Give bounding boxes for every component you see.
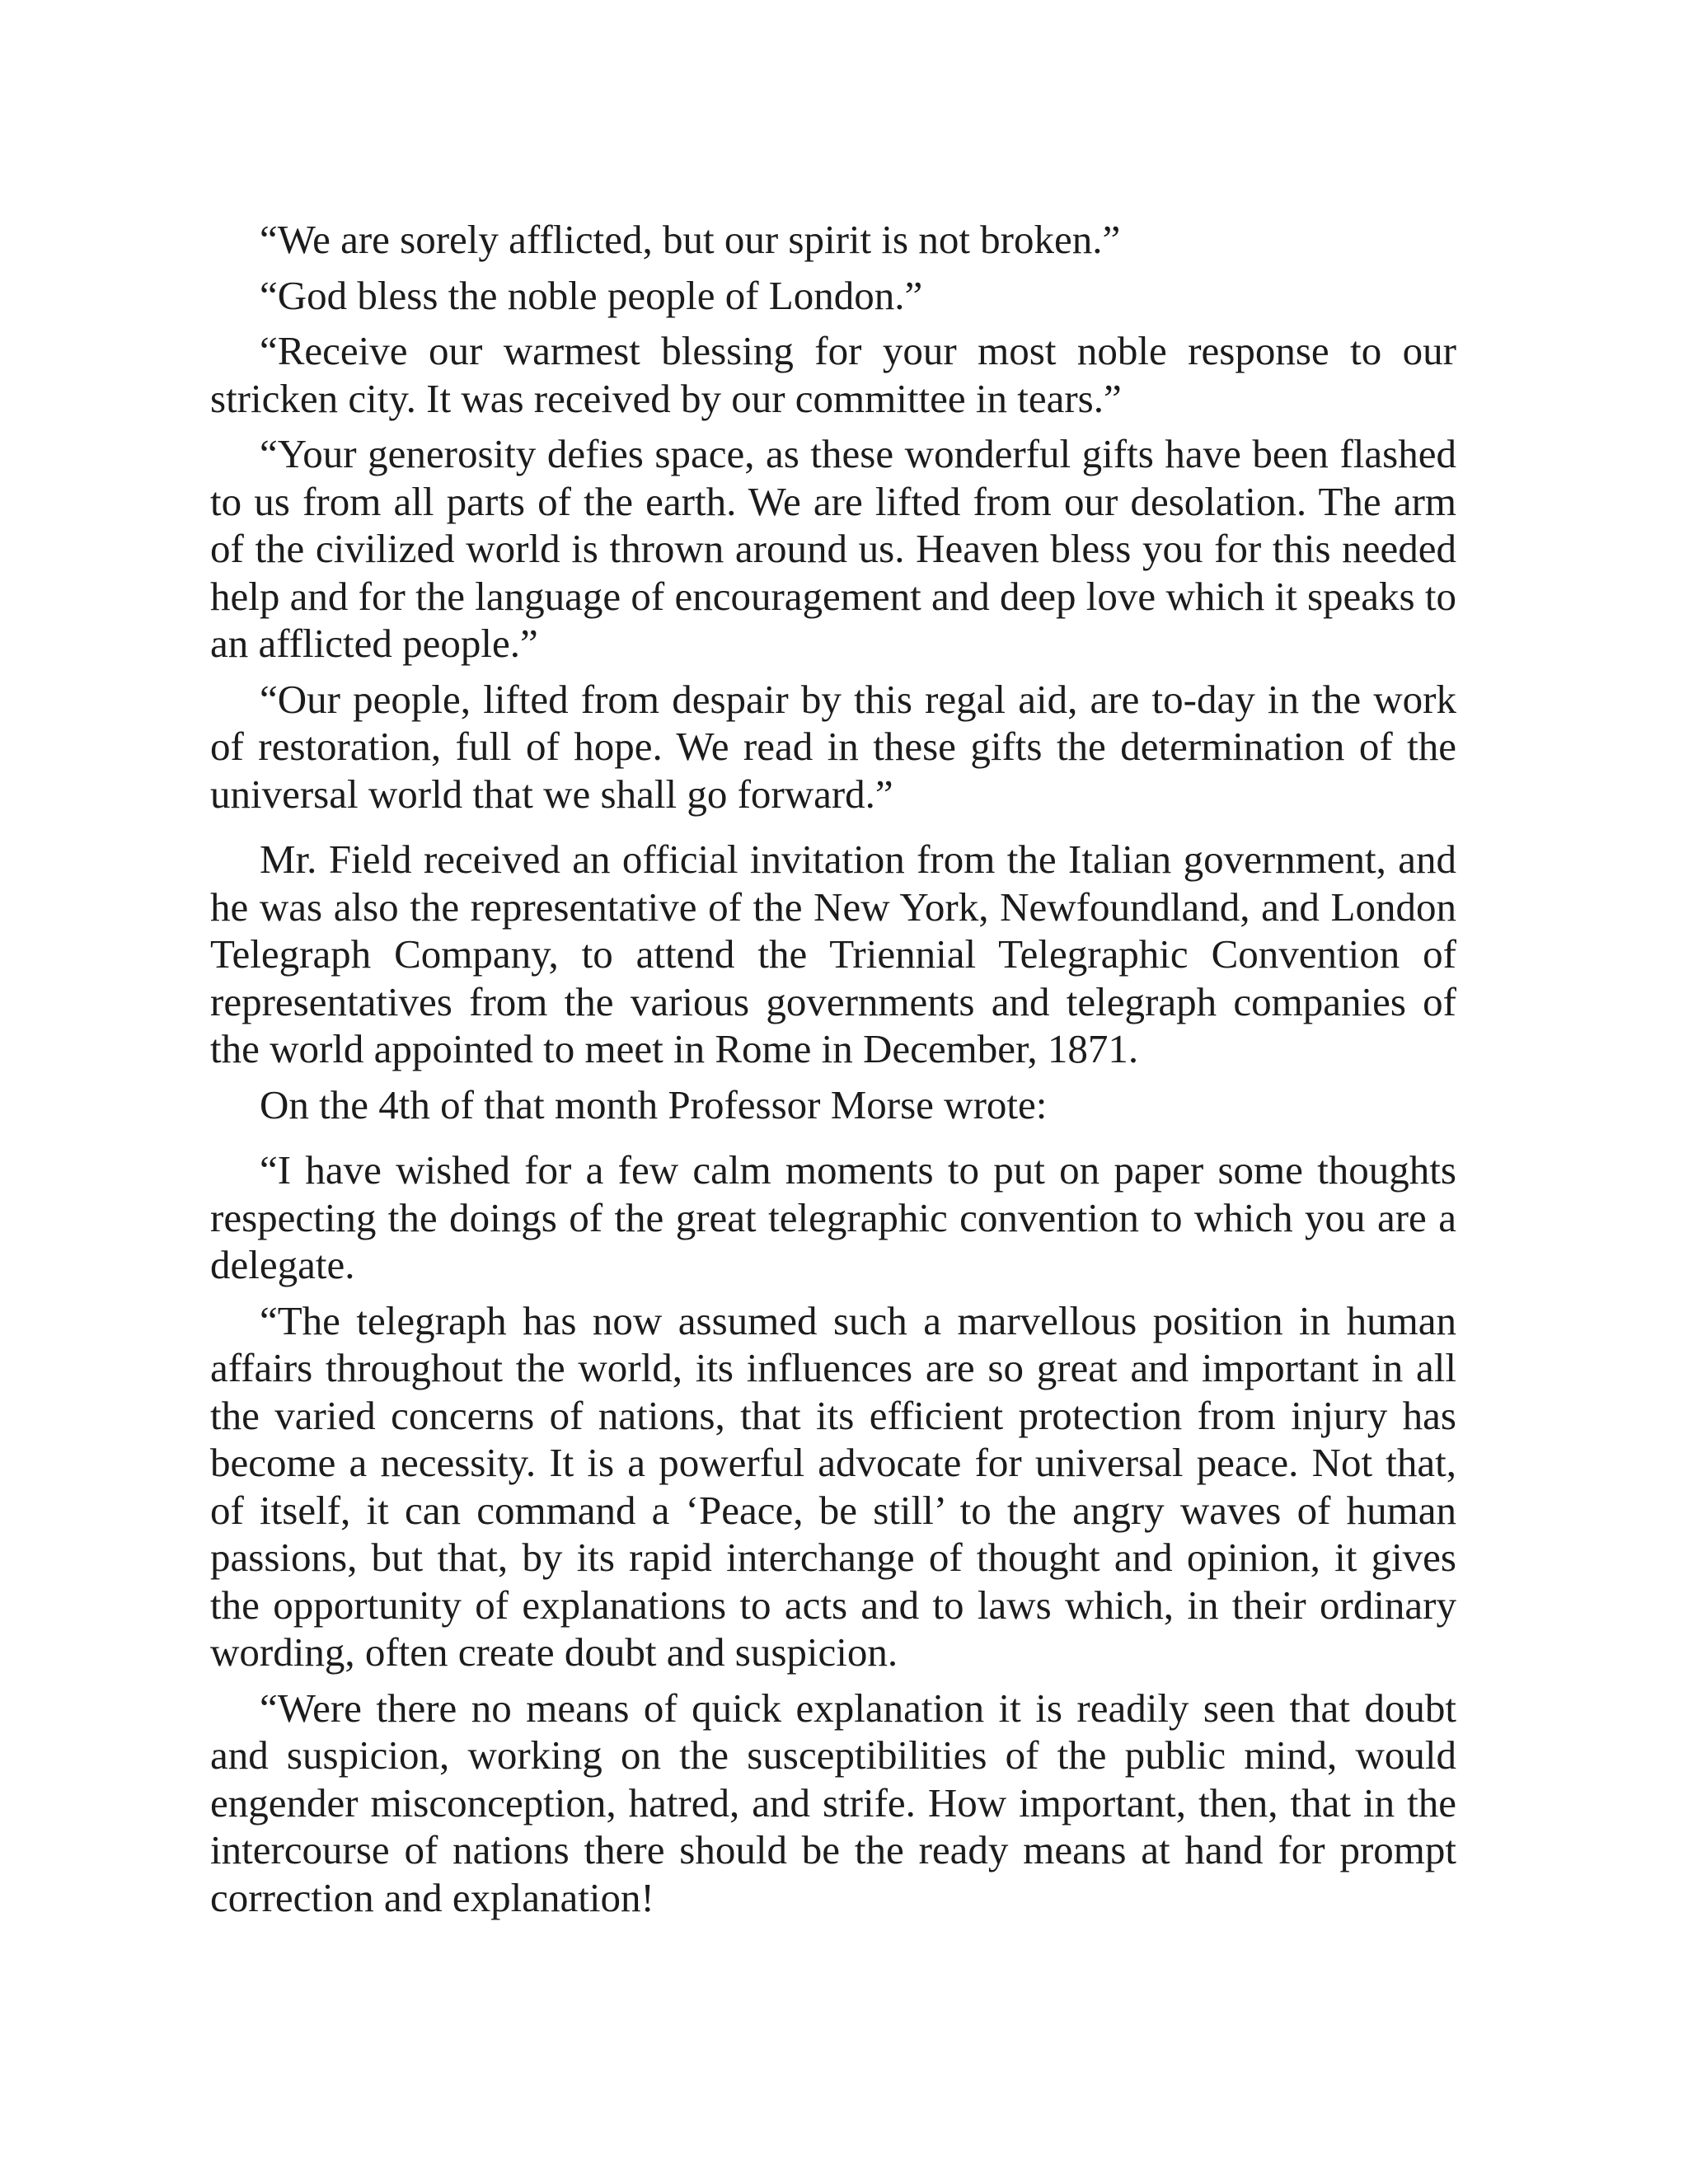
- paragraph: “Our people, lifted from despair by this regal aid, are to-day in the work of restoration, full of hope. We read in these gifts the determination of the universal world that we shall go forward.”: [210, 676, 1456, 817]
- narrative-section: [210, 836, 1456, 1128]
- paragraph: “Were there no means of quick explanation it is readily seen that doubt and suspicion, working on the susceptibilities of the public mind, would engender misconception, hatred, and strife. How important, then, that in the intercourse of nations there should be the ready means at hand for prompt correction and explanation!: [210, 1685, 1456, 1920]
- paragraph: “Your generosity defies space, as these wonderful gifts have been flashed to us from all parts of the earth. We are lifted from our desolation. The arm of the civilized world is thrown around us. Heaven bless you for this needed help and for the language of encouragement and deep love which it speaks to an afflicted people.”: [210, 431, 1456, 666]
- paragraph: “God bless the noble people of London.”: [260, 272, 923, 318]
- paragraph: On the 4th of that month Professor Morse wrote:: [260, 1081, 1048, 1127]
- paragraph: “I have wished for a few calm moments to put on paper some thoughts respecting the doings of the great telegraphic convention to which you are a delegate.: [210, 1147, 1456, 1287]
- morse-letter: [210, 1146, 1456, 1921]
- paragraph: “We are sorely afflicted, but our spirit is not broken.”: [260, 217, 1121, 262]
- document-page: [210, 216, 1456, 1929]
- paragraph: “The telegraph has now assumed such a marvellous position in human affairs throughout the world, its influences are so great and important in all the varied concerns of nations, that its efficient protection from injury has become a necessity. It is a powerful advocate for universal peace. Not that, of itself, it can command a ‘Peace, be still’ to the angry waves of human passions, but that, by its rapid interchange of thought and opinion, it gives the opportunity of explanations to acts and to laws which, in their ordinary wording, often create doubt and suspicion.: [210, 1297, 1456, 1675]
- telegram-quotes: [210, 216, 1456, 818]
- paragraph: Mr. Field received an official invitation from the Italian government, and he was also the representative of the New York, Newfoundland, and London Telegraph Company, to attend the Triennial Telegraphic Convention of representatives from the various governments and telegraph companies of the world appointed to meet in Rome in December, 1871.: [210, 837, 1456, 1071]
- paragraph: “Receive our warmest blessing for your most noble response to our stricken city. It was received by our committee in tears.”: [210, 328, 1456, 421]
